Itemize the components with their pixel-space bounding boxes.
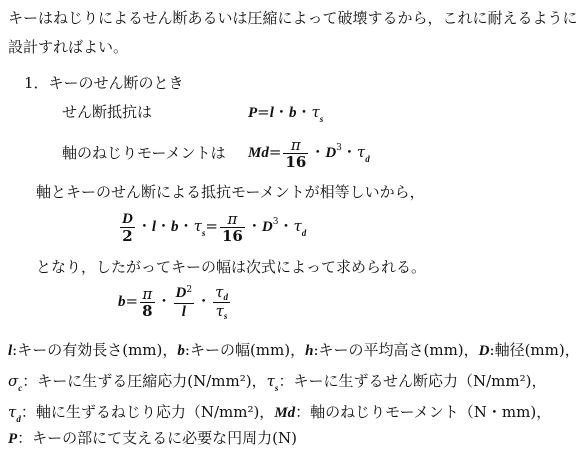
symbol-D: D [325, 145, 337, 161]
result-text: となり，したがってキーの幅は次式によって求められる。 [36, 258, 427, 276]
symbol-l: l [151, 219, 157, 235]
dot-operator: ・ [310, 143, 326, 161]
symbol-Md: Md [248, 145, 269, 161]
def-symbol-l: l [8, 343, 13, 359]
fraction-denominator: 8 [142, 301, 153, 320]
definitions-line-1 [8, 340, 580, 361]
equality-text: 軸とキーのせん断による抵抗モーメントが相等しいから， [36, 183, 425, 201]
fraction-denominator [213, 303, 230, 321]
dot-operator: ・ [296, 103, 312, 121]
def-symbol-tau: τ [266, 372, 275, 390]
equals-sign: = [205, 217, 218, 235]
fraction-numerator [174, 284, 195, 304]
def-symbol-P: P [8, 431, 18, 447]
dot-operator: ・ [136, 217, 152, 235]
def-text-h: :キーの平均高さ(mm)， [313, 341, 479, 359]
superscript-3: 3 [336, 143, 342, 153]
def-symbol-sigma: σ [8, 372, 19, 390]
subscript-s: s [223, 310, 228, 321]
definitions-line-2 [8, 371, 546, 393]
fraction-numerator: D [122, 210, 133, 227]
dot-operator: ・ [196, 292, 212, 310]
subscript-d: d [301, 228, 307, 238]
fraction-denominator: 2 [122, 226, 133, 245]
fraction-numerator: π [283, 137, 308, 154]
dot-operator: ・ [246, 217, 262, 235]
def-symbol-tau: τ [8, 403, 17, 421]
dot-operator: ・ [273, 103, 289, 121]
def-text-D: :軸径(mm)， [489, 341, 580, 359]
fraction-taud-taus [213, 284, 230, 321]
definitions-line-3 [8, 402, 551, 424]
fraction-D-2 [120, 211, 135, 244]
symbol-D: D [261, 219, 273, 235]
symbol-l: l [269, 105, 274, 121]
dot-operator: ・ [156, 292, 172, 310]
subscript-s: s [319, 114, 324, 124]
def-text-P: ：キーの部にて支えるに必要な円周力(N) [17, 429, 298, 447]
def-subscript-c: c [18, 383, 23, 393]
superscript-2: 2 [186, 285, 193, 295]
dot-operator: ・ [278, 217, 294, 235]
definitions-line-4 [8, 428, 297, 449]
fraction-denominator: 16 [221, 226, 243, 245]
fraction-numerator: π [140, 286, 154, 303]
fraction-denominator: 16 [285, 152, 307, 171]
def-text-tau-d: ：軸に生ずるねじり応力（N/mm²)， [20, 403, 275, 421]
subscript-d: d [223, 291, 228, 302]
symbol-tau: τ [215, 301, 224, 320]
intro-line-2: 設計すればよい。 [8, 38, 129, 56]
equals-sign: = [257, 103, 270, 121]
symbol-tau: τ [215, 282, 224, 301]
fraction-pi-16 [283, 137, 308, 170]
def-symbol-D: D [478, 343, 490, 359]
fraction-pi-16 [220, 211, 245, 244]
symbol-P: P [248, 105, 258, 121]
superscript-3: 3 [272, 217, 279, 227]
symbol-tau: τ [311, 103, 320, 121]
def-subscript-s: s [274, 383, 279, 393]
def-subscript-d: d [16, 414, 21, 424]
section-heading: 1．キーのせん断のとき [24, 74, 184, 92]
symbol-tau: τ [356, 143, 366, 161]
subscript-d: d [365, 154, 370, 164]
fraction-D2-l [174, 284, 195, 320]
def-text-tau-s: ：キーに生ずるせん断応力（N/mm²)， [278, 372, 547, 390]
dot-operator: ・ [178, 217, 194, 235]
symbol-tau: τ [193, 217, 202, 235]
width-formula [118, 279, 232, 324]
symbol-b: b [171, 219, 179, 235]
def-text-b: :キーの幅(mm)， [184, 341, 306, 359]
subscript-s: s [201, 228, 206, 238]
def-symbol-Md: Md [274, 405, 296, 421]
fraction-numerator [213, 284, 230, 303]
torsion-moment-label: 軸のねじりモーメントは [62, 144, 226, 162]
symbol-b: b [118, 294, 126, 310]
fraction-numerator: π [220, 211, 245, 228]
def-text-sigma-c: ：キーに生ずる圧縮応力(N/mm²)， [22, 372, 267, 390]
symbol-D: D [175, 285, 187, 301]
dot-operator: ・ [341, 143, 357, 161]
fraction-pi-8 [140, 286, 154, 319]
equals-sign: = [125, 292, 139, 310]
def-text-l: :キーの有効長さ(mm)， [12, 341, 178, 359]
def-text-Md: ：軸のねじりモーメント（N・mm)， [295, 403, 552, 421]
symbol-b: b [288, 105, 297, 121]
symbol-tau: τ [293, 217, 302, 235]
shear-resistance-label: せん断抵抗は [62, 103, 153, 121]
torsion-moment-formula [248, 132, 370, 175]
dot-operator: ・ [156, 217, 172, 235]
fraction-denominator: l [181, 304, 186, 320]
def-symbol-h: h [305, 343, 314, 359]
equality-formula [118, 206, 306, 249]
def-symbol-b: b [177, 343, 185, 359]
shear-resistance-formula [248, 102, 323, 124]
equals-sign: = [268, 143, 282, 161]
intro-line-1: キーはねじりによるせん断あるいは圧縮によって破壊するから，これに耐えるように [8, 9, 578, 27]
